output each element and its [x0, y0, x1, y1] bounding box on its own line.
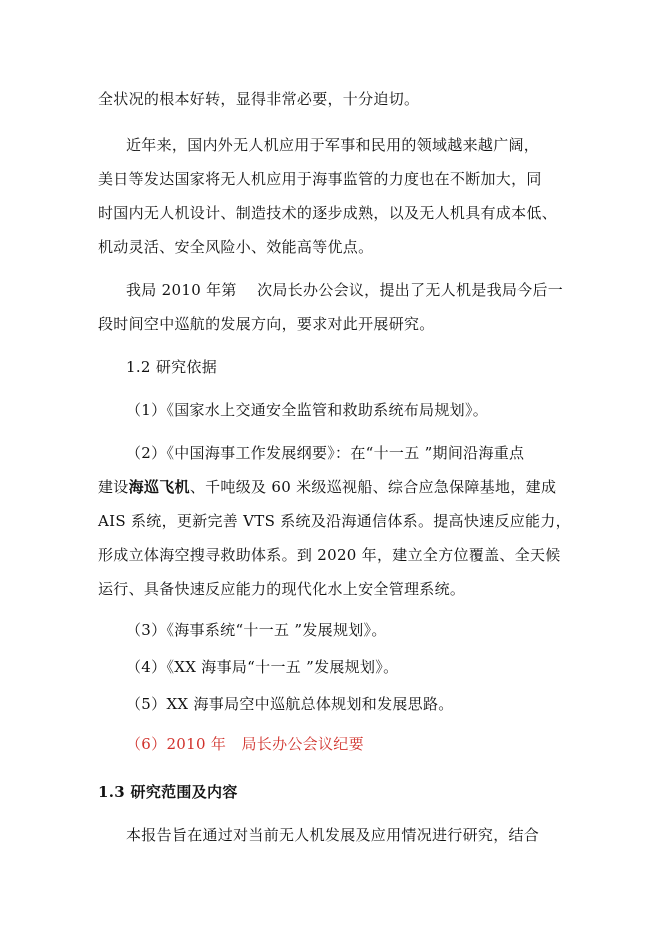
reference-item-2-line: AIS 系统，更新完善 VTS 系统及沿海通信体系。提高快速反应能力，	[98, 512, 571, 530]
reference-item-4: （4）《XX 海事局“十一五 ”发展规划》。	[126, 658, 399, 676]
paragraph-line: 我局 2010 年第 次局长办公会议，提出了无人机是我局今后一	[126, 281, 564, 299]
reference-item-2-line: 运行、具备快速反应能力的现代化水上安全管理系统。	[98, 580, 466, 598]
reference-item-2-line: 形成立体海空搜寻救助体系。到 2020 年，建立全方位覆盖、全天候	[98, 546, 561, 564]
section-heading-1-3: 1.3 研究范围及内容	[98, 783, 238, 801]
bold-text-run: 海巡飞机	[128, 478, 190, 496]
reference-item-3: （3）《海事系统“十一五 ”发展规划》。	[126, 621, 387, 639]
paragraph-line: 段时间空中巡航的发展方向，要求对此开展研究。	[98, 315, 435, 333]
reference-item-5: （5）XX 海事局空中巡航总体规划和发展思路。	[126, 695, 454, 713]
paragraph-line: 美日等发达国家将无人机应用于海事监管的力度也在不断加大，同	[98, 170, 542, 188]
paragraph-line: 时国内无人机设计、制造技术的逐步成熟，以及无人机具有成本低、	[98, 204, 558, 222]
paragraph-line: 近年来，国内外无人机应用于军事和民用的领域越来越广阔，	[126, 136, 540, 154]
reference-item-1: （1）《国家水上交通安全监管和救助系统布局规划》。	[126, 401, 489, 419]
text-run: 、千吨级及 60 米级巡视船、综合应急保障基地，建成	[189, 478, 557, 496]
paragraph-line: 本报告旨在通过对当前无人机发展及应用情况进行研究，结合	[126, 826, 540, 844]
paragraph-line: 机动灵活、安全风险小、效能高等优点。	[98, 238, 374, 256]
section-heading-1-2: 1.2 研究依据	[126, 358, 218, 376]
text-run: 建设	[98, 478, 129, 496]
reference-item-2-line	[98, 477, 556, 497]
reference-item-6: （6）2010 年 局长办公会议纪要	[126, 735, 364, 753]
paragraph-line: 全状况的根本好转，显得非常必要，十分迫切。	[98, 90, 420, 108]
reference-item-2-line: （2）《中国海事工作发展纲要》：在“十一五 ”期间沿海重点	[126, 444, 525, 462]
